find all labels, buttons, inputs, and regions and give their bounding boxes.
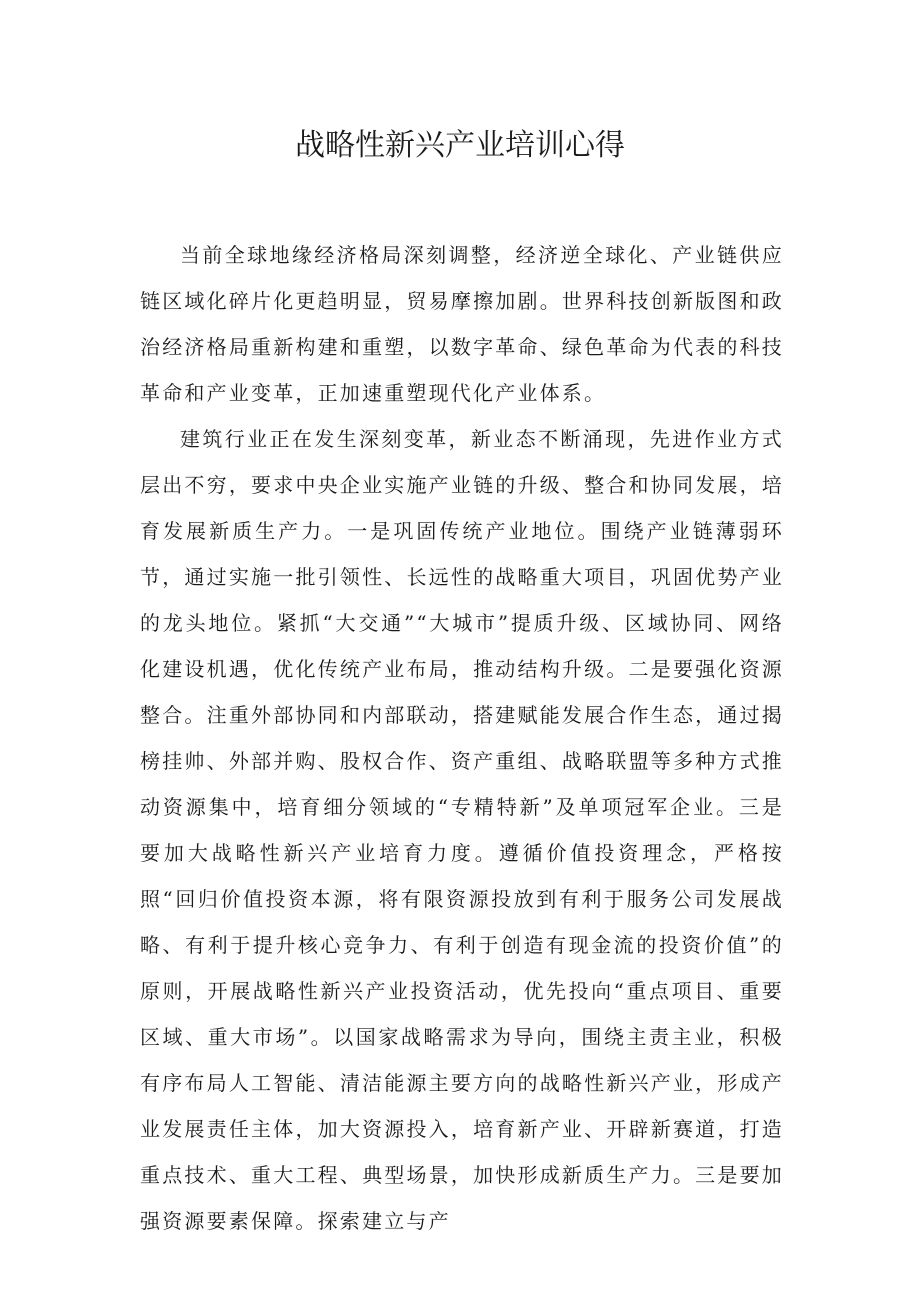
document-title: 战略性新兴产业培训心得 [295,128,625,163]
paragraph-2: 建筑行业正在发生深刻变革，新业态不断涌现，先进作业方式层出不穷，要求中央企业实施产业链的升级、整合和协同发展，培育发展新质生产力。一是巩固传统产业地位。围绕产业链薄弱环节，通过实施一批引领性、长远性的战略重大项目，巩固优势产业的龙头地位。紧抓“大交通”“大城市”提质升级、区域协同、网络化建设机遇，优化传统产业布局，推动结构升级。二是要强化资源整合。注重外部协同和内部联动，搭建赋能发展合作生态，通过揭榜挂帅、外部并购、股权合作、资产重组、战略联盟等多种方式推动资源集中，培育细分领域的“专精特新”及单项冠军企业。三是要加大战略性新兴产业培育力度。遵循价值投资理念，严格按照“回归价值投资本源，将有限资源投放到有利于服务公司发展战略、有利于提升核心竞争力、有利于创造有现金流的投资价值”的原则，开展战略性新兴产业投资活动，优先投向“重点项目、重要区域、重大市场”。以国家战略需求为导向，围绕主责主业，积极有序布局人工智能、清洁能源主要方向的战略性新兴产业，形成产业发展责任主体，加大资源投入，培育新产业、开辟新赛道，打造重点技术、重大工程、典型场景，加快形成新质生产力。三是要加强资源要素保障。探索建立与产 [140,427,784,1233]
document-body [140,232,784,1244]
paragraph-1: 当前全球地缘经济格局深刻调整，经济逆全球化、产业链供应链区域化碎片化更趋明显，贸易摩擦加剧。世界科技创新版图和政治经济格局重新构建和重塑，以数字革命、绿色革命为代表的科技革命和产业变革，正加速重塑现代化产业体系。 [140,243,784,405]
